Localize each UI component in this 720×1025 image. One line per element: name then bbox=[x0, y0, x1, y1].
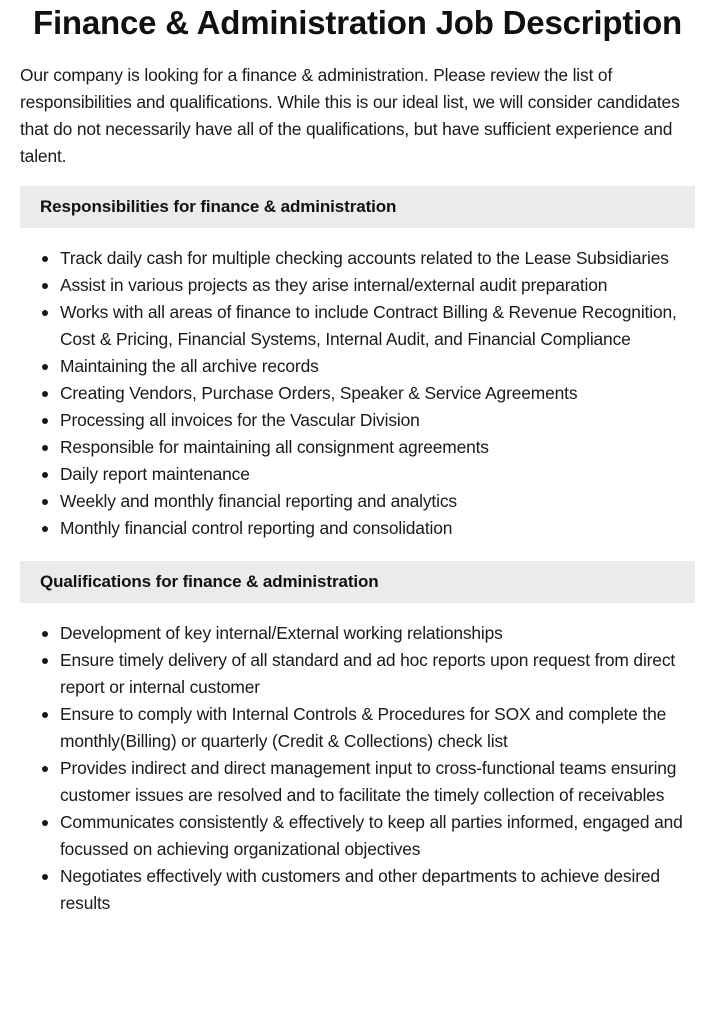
list-item bbox=[60, 461, 695, 488]
bullet-icon bbox=[42, 445, 48, 451]
qualifications-list bbox=[20, 620, 695, 917]
bullet-icon bbox=[42, 256, 48, 262]
list-item-text: Development of key internal/External working relationships bbox=[60, 623, 503, 643]
list-item bbox=[60, 407, 695, 434]
list-item-text: Creating Vendors, Purchase Orders, Speaker & Service Agreements bbox=[60, 383, 578, 403]
list-item bbox=[60, 245, 695, 272]
list-item bbox=[60, 515, 695, 542]
bullet-icon bbox=[42, 766, 48, 772]
responsibilities-list bbox=[20, 245, 695, 542]
list-item-text: Ensure to comply with Internal Controls & Procedures for SOX and complete the monthly(Billing) or quarterly (Credit & Collections) check list bbox=[60, 704, 667, 751]
list-item bbox=[60, 809, 695, 863]
list-item-text: Daily report maintenance bbox=[60, 464, 250, 484]
list-item bbox=[60, 488, 695, 515]
list-item-text: Assist in various projects as they arise internal/external audit preparation bbox=[60, 275, 608, 295]
bullet-icon bbox=[42, 283, 48, 289]
list-item bbox=[60, 647, 695, 701]
list-item bbox=[60, 353, 695, 380]
bullet-icon bbox=[42, 310, 48, 316]
list-item-text: Track daily cash for multiple checking accounts related to the Lease Subsidiaries bbox=[60, 248, 669, 268]
list-item-text: Responsible for maintaining all consignment agreements bbox=[60, 437, 489, 457]
list-item bbox=[60, 863, 695, 917]
qualifications-heading: Qualifications for finance & administration bbox=[20, 561, 695, 603]
bullet-icon bbox=[42, 526, 48, 532]
bullet-icon bbox=[42, 499, 48, 505]
intro-paragraph: Our company is looking for a finance & administration. Please review the list of responsibilities and qualifications. While this is our ideal list, we will consider candidates that do not necessarily have all of the qualifications, but have sufficient experience and talent. bbox=[20, 65, 680, 166]
list-item-text: Negotiates effectively with customers and other departments to achieve desired results bbox=[60, 866, 660, 913]
list-item bbox=[60, 620, 695, 647]
list-item bbox=[60, 272, 695, 299]
bullet-icon bbox=[42, 820, 48, 826]
list-item-text: Provides indirect and direct management input to cross-functional teams ensuring customer issues are resolved and to facilitate the timely collection of receivables bbox=[60, 758, 677, 805]
responsibilities-heading: Responsibilities for finance & administration bbox=[20, 186, 695, 228]
list-item bbox=[60, 380, 695, 407]
bullet-icon bbox=[42, 364, 48, 370]
bullet-icon bbox=[42, 391, 48, 397]
list-item-text: Works with all areas of finance to include Contract Billing & Revenue Recognition, Cost & Pricing, Financial Systems, Internal Audit, and Financial Compliance bbox=[60, 302, 677, 349]
list-item-text: Monthly financial control reporting and consolidation bbox=[60, 518, 453, 538]
bullet-icon bbox=[42, 418, 48, 424]
bullet-icon bbox=[42, 712, 48, 718]
bullet-icon bbox=[42, 631, 48, 637]
list-item-text: Weekly and monthly financial reporting and analytics bbox=[60, 491, 457, 511]
list-item-text: Maintaining the all archive records bbox=[60, 356, 319, 376]
list-item-text: Ensure timely delivery of all standard and ad hoc reports upon request from direct report or internal customer bbox=[60, 650, 676, 697]
list-item bbox=[60, 701, 695, 755]
bullet-icon bbox=[42, 874, 48, 880]
list-item bbox=[60, 755, 695, 809]
page-title: Finance & Administration Job Description bbox=[32, 4, 683, 41]
bullet-icon bbox=[42, 472, 48, 478]
list-item bbox=[60, 299, 695, 353]
bullet-icon bbox=[42, 658, 48, 664]
list-item-text: Communicates consistently & effectively to keep all parties informed, engaged and focussed on achieving organizational objectives bbox=[60, 812, 683, 859]
list-item-text: Processing all invoices for the Vascular Division bbox=[60, 410, 420, 430]
list-item bbox=[60, 434, 695, 461]
